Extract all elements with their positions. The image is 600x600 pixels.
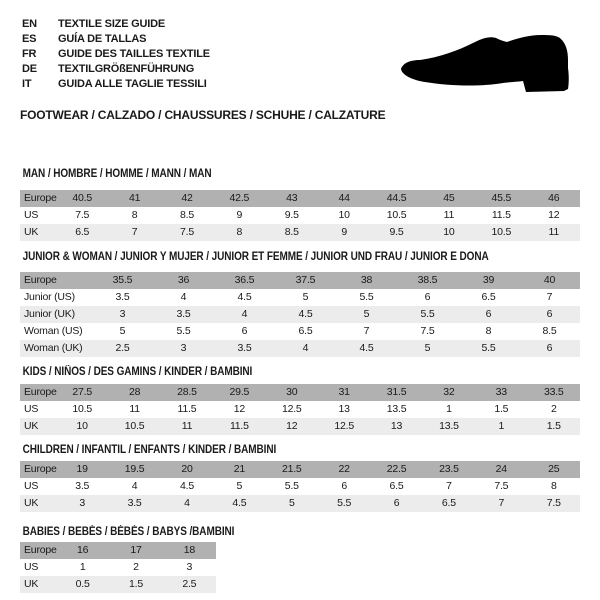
size-cell: 32: [443, 386, 455, 398]
size-cell: 4: [241, 308, 248, 320]
language-label: GUÍA DE TALLAS: [58, 33, 147, 45]
table-row: [20, 461, 580, 478]
size-cell: 4.5: [179, 480, 194, 492]
size-cell: 3: [79, 497, 86, 509]
size-cell: 28: [128, 386, 141, 398]
size-cell: 5: [302, 291, 309, 303]
row-label: Europe: [24, 544, 57, 556]
language-code: DE: [22, 63, 37, 75]
table-row: [20, 289, 580, 306]
size-cell: 6: [546, 308, 553, 320]
man-size-section: [20, 168, 580, 241]
size-cell: 13: [390, 420, 403, 432]
size-cell: 9.5: [389, 226, 404, 238]
size-cell: 10.5: [124, 420, 145, 432]
row-label: UK: [24, 226, 39, 238]
size-cell: 8: [236, 226, 243, 238]
size-cell: 6: [393, 497, 400, 509]
row-label: Europe: [24, 463, 57, 475]
language-code: FR: [22, 48, 37, 60]
size-cell: 0.5: [75, 578, 90, 590]
size-cell: 11.5: [177, 403, 197, 415]
size-cell: 17: [130, 544, 142, 556]
size-cell: 13.5: [439, 420, 459, 432]
size-cell: 5: [119, 325, 126, 337]
children-size-section: [20, 444, 580, 512]
man-table-title: MAN / HOMBRE / HOMME / MANN / MAN: [22, 168, 212, 180]
size-cell: 19: [76, 463, 88, 475]
size-cell: 3: [180, 342, 187, 354]
size-cell: 2.5: [115, 342, 130, 354]
row-label: Europe: [24, 386, 57, 398]
size-cell: 6: [424, 291, 431, 303]
size-cell: 7: [363, 325, 370, 337]
row-label: UK: [24, 420, 39, 432]
size-cell: 7: [546, 291, 553, 303]
junior-woman-table-title: JUNIOR & WOMAN / JUNIOR Y MUJER / JUNIOR ET FEMME / JUNIOR UND FRAU / JUNIOR E DONA: [22, 251, 489, 263]
size-cell: 9: [341, 226, 347, 238]
size-cell: 1.5: [494, 403, 509, 415]
babies-size-table: [20, 542, 216, 593]
size-cell: 33: [495, 386, 507, 398]
children-size-table: [20, 461, 580, 512]
row-label: Woman (US): [24, 325, 83, 337]
size-cell: 40: [543, 274, 556, 286]
size-cell: 1.5: [128, 578, 143, 590]
language-row-es: [22, 32, 210, 47]
babies-size-section: [20, 526, 266, 593]
size-cell: 5.5: [337, 497, 352, 509]
size-cell: 8.5: [179, 209, 194, 221]
size-cell: 4: [184, 497, 190, 509]
table-row: [20, 418, 580, 435]
size-cell: 22: [338, 463, 350, 475]
size-cell: 25: [548, 463, 560, 475]
size-cell: 4.5: [359, 342, 374, 354]
size-cell: 12: [548, 209, 560, 221]
size-cell: 3: [186, 561, 193, 573]
size-cell: 6.5: [389, 480, 404, 492]
size-cell: 5.5: [481, 342, 496, 354]
language-row-de: [22, 62, 210, 77]
babies-table-title: BABIES / BEBÉS / BÉBÉS / BABYS /BAMBINI: [22, 526, 235, 538]
size-cell: 21.5: [281, 463, 302, 475]
size-cell: 7.5: [75, 209, 90, 221]
size-cell: 12: [286, 420, 298, 432]
language-label: TEXTILGRÖßENFÜHRUNG: [58, 63, 195, 75]
size-cell: 5: [424, 342, 431, 354]
size-cell: 36: [177, 274, 190, 286]
language-label: GUIDA ALLE TAGLIE TESSILI: [58, 78, 207, 90]
size-cell: 8: [550, 480, 557, 492]
size-cell: 6.5: [481, 291, 496, 303]
children-table-title: CHILDREN / INFANTIL / ENFANTS / KINDER / BAMBINI: [22, 444, 277, 456]
size-cell: 7.5: [179, 226, 194, 238]
table-row: [20, 576, 216, 593]
row-label: US: [24, 561, 39, 573]
size-cell: 5.5: [420, 308, 435, 320]
size-cell: 35.5: [112, 274, 133, 286]
size-cell: 37.5: [295, 274, 316, 286]
size-cell: 46: [548, 192, 560, 204]
size-cell: 8: [485, 325, 492, 337]
row-label: US: [24, 403, 39, 415]
size-cell: 7.5: [546, 497, 561, 509]
size-cell: 4: [302, 342, 309, 354]
size-cell: 2: [133, 561, 139, 573]
size-cell: 3.5: [75, 480, 90, 492]
table-row: [20, 478, 580, 495]
size-cell: 11: [548, 226, 559, 238]
size-cell: 10.5: [491, 226, 512, 238]
size-cell: 3: [119, 308, 126, 320]
size-cell: 3.5: [237, 342, 252, 354]
size-cell: 20: [181, 463, 193, 475]
size-cell: 31.5: [386, 386, 407, 398]
size-cell: 44.5: [386, 192, 407, 204]
size-cell: 13: [338, 403, 350, 415]
language-title-block: [22, 17, 210, 92]
size-cell: 22.5: [386, 463, 407, 475]
size-cell: 44: [338, 192, 350, 204]
size-cell: 6.5: [298, 325, 313, 337]
size-cell: 5: [363, 308, 370, 320]
size-cell: 4.5: [232, 497, 247, 509]
size-cell: 12.5: [281, 403, 302, 415]
size-cell: 10: [443, 226, 455, 238]
dress-shoe-icon: [395, 30, 585, 100]
language-code: ES: [22, 33, 37, 45]
size-cell: 30: [286, 386, 298, 398]
kids-table-title: KIDS / NIÑOS / DES GAMINS / KINDER / BAMBINI: [22, 366, 253, 378]
size-cell: 5: [288, 497, 295, 509]
language-label: TEXTILE SIZE GUIDE: [58, 18, 166, 30]
table-row: [20, 323, 580, 340]
size-cell: 7.5: [494, 480, 509, 492]
size-cell: 45: [443, 192, 455, 204]
size-cell: 31: [338, 386, 350, 398]
size-cell: 21: [233, 463, 245, 475]
size-cell: 1: [446, 403, 452, 415]
row-label: US: [24, 480, 39, 492]
size-cell: 5.5: [359, 291, 374, 303]
row-label: Junior (US): [24, 291, 75, 303]
size-cell: 8: [131, 209, 138, 221]
row-label: US: [24, 209, 39, 221]
size-cell: 1.5: [546, 420, 561, 432]
junior-woman-size-section: [20, 251, 580, 357]
size-cell: 1: [498, 420, 505, 432]
size-cell: 42.5: [229, 192, 250, 204]
size-cell: 28.5: [177, 386, 197, 398]
table-row: [20, 190, 580, 207]
table-row: [20, 495, 580, 512]
size-cell: 6: [546, 342, 553, 354]
size-cell: 11: [181, 420, 193, 432]
size-cell: 4: [131, 480, 138, 492]
size-cell: 29.5: [229, 386, 250, 398]
size-cell: 11.5: [229, 420, 249, 432]
size-cell: 13.5: [386, 403, 407, 415]
footwear-category-heading: FOOTWEAR / CALZADO / CHAUSSURES / SCHUHE / CALZATURE: [20, 108, 386, 122]
size-cell: 8.5: [542, 325, 557, 337]
size-cell: 12.5: [334, 420, 354, 432]
kids-size-section: [20, 366, 580, 435]
row-label: Woman (UK): [24, 342, 83, 354]
size-cell: 41: [128, 192, 141, 204]
man-size-table: [20, 190, 580, 241]
table-row: [20, 272, 580, 289]
table-row: [20, 542, 216, 559]
size-cell: 5.5: [176, 325, 191, 337]
size-cell: 6: [485, 308, 492, 320]
size-cell: 11.5: [491, 209, 511, 221]
size-cell: 19.5: [124, 463, 145, 475]
size-cell: 10.5: [72, 403, 93, 415]
size-cell: 45.5: [491, 192, 512, 204]
row-label: UK: [24, 578, 39, 590]
size-cell: 6: [341, 480, 347, 492]
size-cell: 40.5: [72, 192, 93, 204]
language-row-en: [22, 17, 210, 32]
size-cell: 18: [183, 544, 195, 556]
table-row: [20, 401, 580, 418]
size-cell: 7: [446, 480, 452, 492]
size-cell: 10: [76, 420, 88, 432]
size-cell: 43: [286, 192, 298, 204]
size-cell: 9.5: [284, 209, 299, 221]
language-code: IT: [22, 78, 32, 90]
size-cell: 10.5: [386, 209, 407, 221]
language-row-fr: [22, 47, 210, 62]
size-cell: 6.5: [75, 226, 90, 238]
size-cell: 5: [236, 480, 243, 492]
size-cell: 11: [443, 209, 455, 221]
size-cell: 12: [233, 403, 245, 415]
row-label: Junior (UK): [24, 308, 75, 320]
size-cell: 39: [482, 274, 495, 286]
row-label: Europe: [24, 274, 57, 286]
size-cell: 6: [241, 325, 248, 337]
size-cell: 1: [79, 561, 86, 573]
row-label: UK: [24, 497, 39, 509]
size-cell: 2.5: [182, 578, 197, 590]
language-code: EN: [22, 18, 37, 30]
table-row: [20, 340, 580, 357]
size-cell: 24: [495, 463, 507, 475]
size-cell: 23.5: [439, 463, 459, 475]
size-cell: 9: [236, 209, 243, 221]
size-cell: 8.5: [284, 226, 299, 238]
language-row-it: [22, 77, 210, 92]
size-cell: 36.5: [234, 274, 255, 286]
size-cell: 3.5: [115, 291, 130, 303]
size-cell: 11: [129, 403, 140, 415]
size-cell: 7: [498, 497, 505, 509]
table-row: [20, 224, 580, 241]
size-cell: 10: [338, 209, 350, 221]
size-cell: 4.5: [237, 291, 252, 303]
size-cell: 38.5: [417, 274, 438, 286]
junior-woman-size-table: [20, 272, 580, 357]
size-cell: 38: [360, 274, 373, 286]
size-cell: 4: [180, 291, 187, 303]
size-cell: 16: [77, 544, 89, 556]
size-cell: 7: [131, 226, 138, 238]
row-label: Europe: [24, 192, 57, 204]
size-cell: 27.5: [72, 386, 93, 398]
language-label: GUIDE DES TAILLES TEXTILE: [58, 48, 210, 60]
size-cell: 5.5: [284, 480, 299, 492]
size-cell: 33.5: [543, 386, 564, 398]
table-row: [20, 306, 580, 323]
table-row: [20, 559, 216, 576]
table-row: [20, 207, 580, 224]
size-cell: 6.5: [441, 497, 456, 509]
size-cell: 3.5: [127, 497, 142, 509]
table-row: [20, 384, 580, 401]
kids-size-table: [20, 384, 580, 435]
size-cell: 42: [181, 192, 193, 204]
size-cell: 2: [550, 403, 557, 415]
size-cell: 3.5: [176, 308, 191, 320]
size-cell: 4.5: [298, 308, 313, 320]
size-cell: 7.5: [420, 325, 435, 337]
